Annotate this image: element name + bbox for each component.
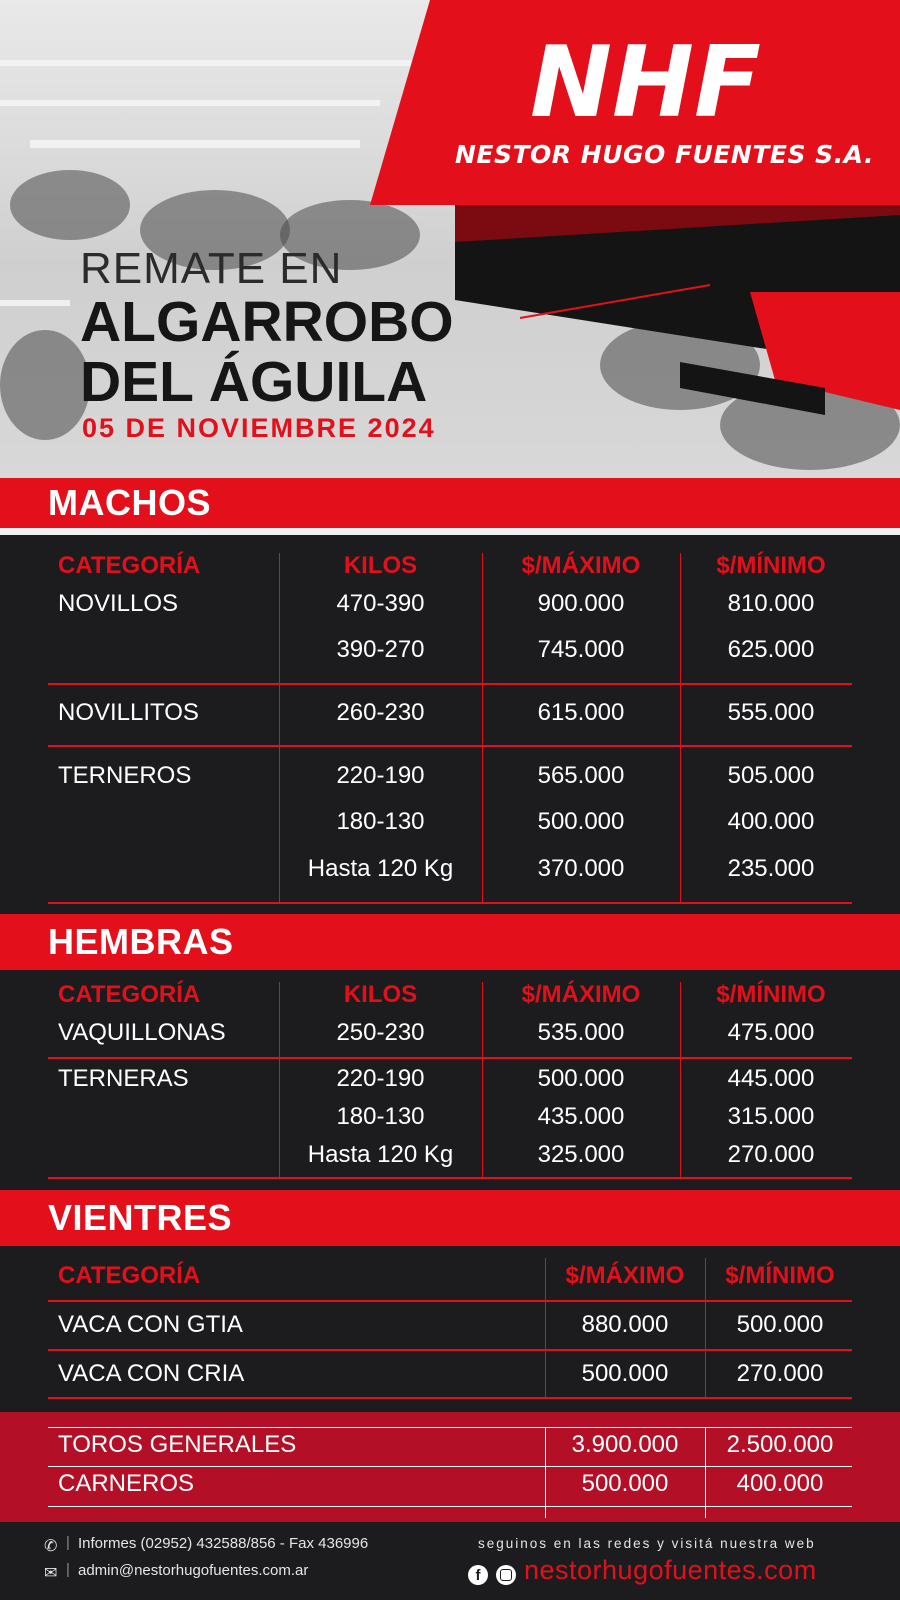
separator: | xyxy=(66,1534,70,1551)
price-min: 400.000 xyxy=(736,1470,824,1497)
kilos: 470-390 xyxy=(336,590,425,617)
header-categoria: CATEGORÍA xyxy=(58,1262,201,1289)
section-title: HEMBRAS xyxy=(48,921,234,962)
cat-vaquillonas: VAQUILLONAS xyxy=(58,1019,226,1046)
section-hembras xyxy=(0,914,900,970)
kilos: 220-190 xyxy=(336,1065,425,1092)
cat-carneros: CARNEROS xyxy=(58,1470,195,1497)
row-divider xyxy=(48,1397,852,1399)
company-name: NESTOR HUGO FUENTES S.A. xyxy=(455,140,874,169)
price-min: 270.000 xyxy=(727,1141,815,1168)
cat-toros: TOROS GENERALES xyxy=(58,1431,297,1458)
social-text: seguinos en las redes y visitá nuestra web xyxy=(478,1536,816,1551)
kilos: 260-230 xyxy=(336,699,425,726)
row-divider xyxy=(48,1349,852,1351)
price-max: 3.900.000 xyxy=(571,1431,679,1458)
price-max: 500.000 xyxy=(581,1470,669,1497)
price-min: 445.000 xyxy=(727,1065,815,1092)
price-max: 435.000 xyxy=(537,1103,625,1130)
nhf-logo xyxy=(530,36,800,126)
row-divider xyxy=(48,902,852,904)
header-categoria: CATEGORÍA xyxy=(58,981,201,1008)
row-divider xyxy=(48,1466,852,1467)
price-min: 315.000 xyxy=(727,1103,815,1130)
header-categoria: CATEGORÍA xyxy=(58,552,201,579)
phone-icon: ✆ xyxy=(44,1538,58,1555)
kilos: 220-190 xyxy=(336,762,425,789)
row-divider xyxy=(48,745,852,747)
white-divider xyxy=(0,528,900,535)
price-max: 325.000 xyxy=(537,1141,625,1168)
price-max: 880.000 xyxy=(581,1311,669,1338)
email-link[interactable]: admin@nestorhugofuentes.com.ar xyxy=(78,1562,309,1579)
section-machos xyxy=(0,478,900,528)
price-max: 565.000 xyxy=(537,762,625,789)
cat-vaca-gtia: VACA CON GTIA xyxy=(58,1311,243,1338)
price-min: 505.000 xyxy=(727,762,815,789)
phone-info: Informes (02952) 432588/856 - Fax 436996 xyxy=(78,1535,369,1552)
header-kilos: KILOS xyxy=(343,981,418,1008)
price-min: 810.000 xyxy=(727,590,815,617)
kilos: Hasta 120 Kg xyxy=(307,1141,454,1168)
header-maximo: $/MÁXIMO xyxy=(521,552,641,579)
separator: | xyxy=(66,1561,70,1578)
header-maximo: $/MÁXIMO xyxy=(521,981,641,1008)
cat-novillos: NOVILLOS xyxy=(58,590,179,617)
row-divider xyxy=(48,1506,852,1507)
cat-vaca-cria: VACA CON CRIA xyxy=(58,1360,245,1387)
section-title: VIENTRES xyxy=(48,1197,233,1238)
price-min: 270.000 xyxy=(736,1360,824,1387)
price-max: 535.000 xyxy=(537,1019,625,1046)
price-max: 500.000 xyxy=(537,1065,625,1092)
price-min: 555.000 xyxy=(727,699,815,726)
title-line-1: REMATE EN xyxy=(80,244,343,293)
kilos: Hasta 120 Kg xyxy=(307,855,454,882)
cat-novillitos: NOVILLITOS xyxy=(58,699,199,726)
cat-terneros: TERNEROS xyxy=(58,762,192,789)
row-divider xyxy=(48,1300,852,1302)
price-min: 235.000 xyxy=(727,855,815,882)
kilos: 390-270 xyxy=(336,636,425,663)
footer xyxy=(0,1522,900,1600)
row-divider xyxy=(48,683,852,685)
price-max: 500.000 xyxy=(537,808,625,835)
price-min: 475.000 xyxy=(727,1019,815,1046)
header-minimo: $/MÍNIMO xyxy=(725,1262,835,1289)
section-vientres xyxy=(0,1190,900,1246)
instagram-glyph xyxy=(500,1569,512,1581)
section-title: MACHOS xyxy=(48,482,211,523)
header-minimo: $/MÍNIMO xyxy=(716,552,826,579)
kilos: 180-130 xyxy=(336,1103,425,1130)
price-min: 500.000 xyxy=(736,1311,824,1338)
price-max: 745.000 xyxy=(537,636,625,663)
header-kilos: KILOS xyxy=(343,552,418,579)
price-min: 625.000 xyxy=(727,636,815,663)
row-divider xyxy=(48,1177,852,1179)
facebook-icon[interactable]: f xyxy=(468,1565,488,1585)
kilos: 180-130 xyxy=(336,808,425,835)
kilos: 250-230 xyxy=(336,1019,425,1046)
hero-banner xyxy=(0,0,900,478)
price-max: 900.000 xyxy=(537,590,625,617)
price-max: 370.000 xyxy=(537,855,625,882)
header-minimo: $/MÍNIMO xyxy=(716,981,826,1008)
price-max: 500.000 xyxy=(581,1360,669,1387)
instagram-icon[interactable] xyxy=(496,1565,516,1585)
price-min: 400.000 xyxy=(727,808,815,835)
cat-terneras: TERNERAS xyxy=(58,1065,189,1092)
mail-icon: ✉ xyxy=(44,1565,58,1582)
price-max: 615.000 xyxy=(537,699,625,726)
header-maximo: $/MÁXIMO xyxy=(565,1262,685,1289)
title-line-2: ALGARROBO xyxy=(80,290,454,354)
title-line-3: DEL ÁGUILA xyxy=(80,350,428,414)
otros-section xyxy=(0,1412,900,1522)
logo-text: NHF xyxy=(530,36,761,126)
price-min: 2.500.000 xyxy=(726,1431,834,1458)
auction-date: 05 DE NOVIEMBRE 2024 xyxy=(82,413,436,443)
row-divider xyxy=(48,1427,852,1428)
website-link[interactable]: nestorhugofuentes.com xyxy=(524,1555,817,1585)
row-divider xyxy=(48,1057,852,1059)
